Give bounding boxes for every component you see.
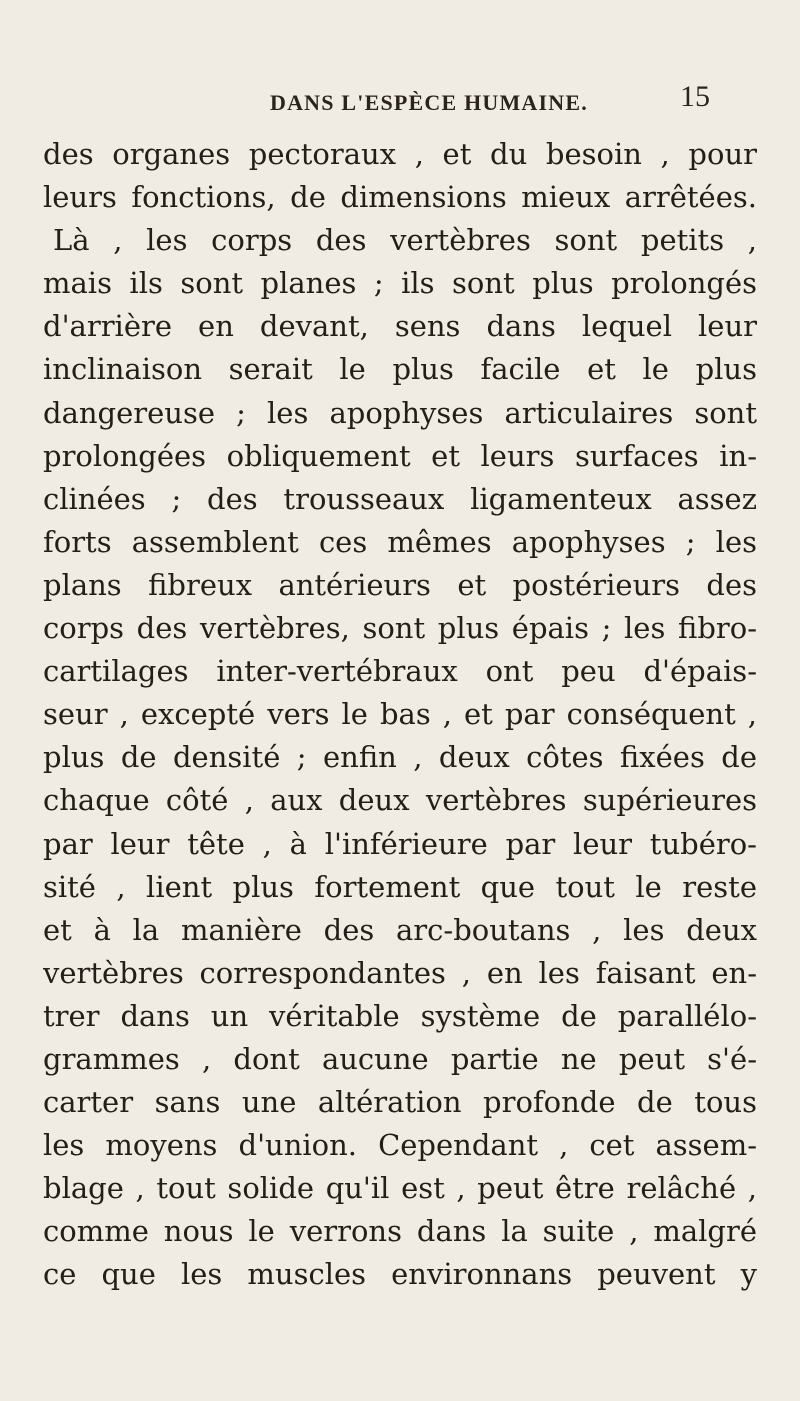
text-line: seur , excepté vers le bas , et par conséquent , bbox=[43, 697, 757, 732]
text-line: par leur tête , à l'inférieure par leur tubéro- bbox=[43, 826, 757, 861]
text-line: dangereuse ; les apophyses articulaires sont bbox=[43, 395, 757, 430]
text-line: plans fibreux antérieurs et postérieurs des bbox=[43, 567, 757, 602]
text-line: d'arrière en devant, sens dans lequel leur bbox=[43, 309, 757, 344]
text-line: sité , lient plus fortement que tout le reste bbox=[43, 869, 757, 904]
text-line: ce que les muscles environnans peuvent y bbox=[43, 1257, 757, 1292]
text-line: trer dans un véritable système de parallélo- bbox=[43, 998, 757, 1033]
text-line: chaque côté , aux deux vertèbres supérieures bbox=[43, 783, 757, 818]
running-title: DANS L'ESPÈCE HUMAINE. bbox=[270, 90, 588, 115]
running-head bbox=[40, 80, 760, 116]
text-line: les moyens d'union. Cependant , cet assem- bbox=[43, 1128, 757, 1163]
body-text bbox=[43, 133, 757, 1297]
text-line: clinées ; des trousseaux ligamenteux assez bbox=[43, 481, 757, 516]
text-line: carter sans une altération profonde de tous bbox=[43, 1085, 757, 1120]
text-line: plus de densité ; enfin , deux côtes fixées de bbox=[43, 740, 757, 775]
text-line: inclinaison serait le plus facile et le plus bbox=[43, 352, 757, 387]
text-line: cartilages inter-vertébraux ont peu d'épais- bbox=[43, 654, 757, 689]
page-number: 15 bbox=[680, 80, 710, 113]
text-line: mais ils sont planes ; ils sont plus prolongés bbox=[43, 266, 757, 301]
text-line: leurs fonctions, de dimensions mieux arrêtées. bbox=[43, 180, 757, 215]
text-line: des organes pectoraux , et du besoin , pour bbox=[43, 137, 757, 171]
text-line: et à la manière des arc-boutans , les deux bbox=[43, 912, 757, 947]
text-line: vertèbres correspondantes , en les faisant en- bbox=[43, 955, 757, 990]
text-line: comme nous le verrons dans la suite , malgré bbox=[43, 1214, 757, 1249]
text-line: blage , tout solide qu'il est , peut être relâché , bbox=[43, 1171, 757, 1206]
text-line: Là , les corps des vertèbres sont petits , bbox=[53, 223, 757, 258]
text-line: prolongées obliquement et leurs surfaces in- bbox=[43, 438, 757, 473]
text-line: grammes , dont aucune partie ne peut s'é- bbox=[43, 1041, 757, 1076]
text-line: corps des vertèbres, sont plus épais ; les fibro- bbox=[43, 611, 757, 646]
text-line: forts assemblent ces mêmes apophyses ; les bbox=[43, 524, 757, 559]
